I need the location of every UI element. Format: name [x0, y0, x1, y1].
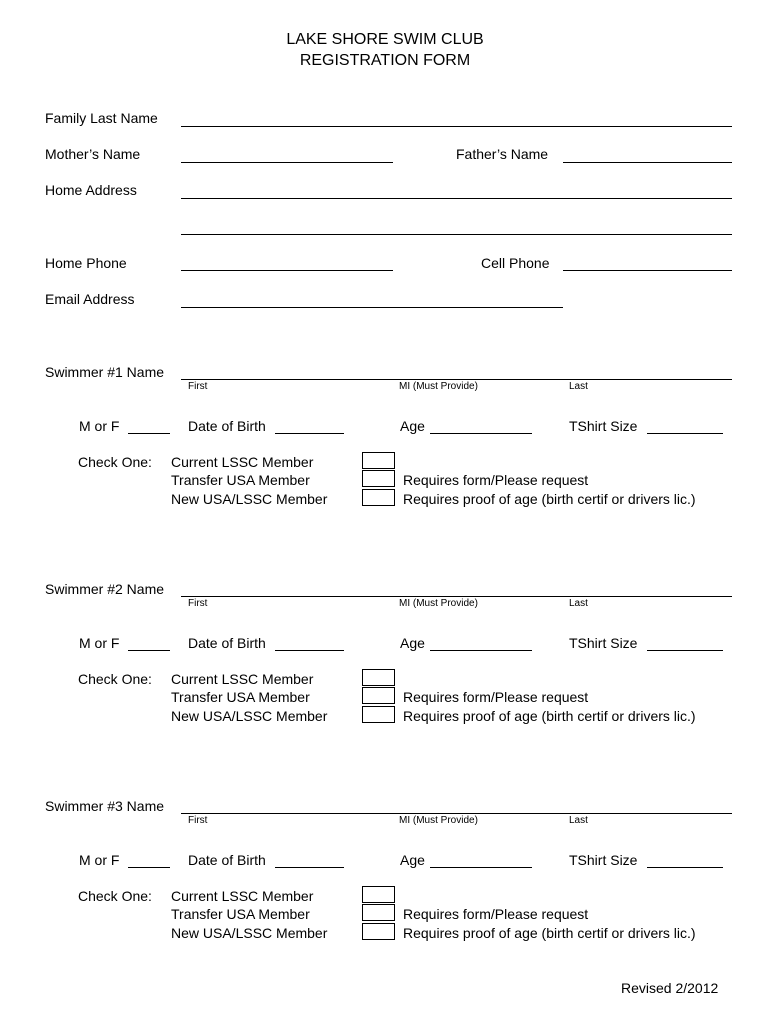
checkbox-new[interactable]: [362, 923, 395, 940]
checkbox-current[interactable]: [362, 669, 395, 686]
sex-field[interactable]: [128, 867, 170, 868]
option-new-label: New USA/LSSC Member: [171, 708, 328, 724]
dob-label: Date of Birth: [188, 418, 266, 434]
age-label: Age: [400, 635, 425, 651]
swimmer-name-label: Swimmer #3 Name: [45, 798, 165, 814]
home-address-label: Home Address: [45, 182, 137, 198]
dob-field[interactable]: [275, 433, 344, 434]
family-last-name-field[interactable]: [181, 126, 732, 127]
form-title-line2: REGISTRATION FORM: [299, 52, 471, 69]
tshirt-field[interactable]: [647, 433, 723, 434]
swimmer-name-field[interactable]: [181, 379, 732, 380]
sex-label: M or F: [79, 635, 120, 651]
option-current-label: Current LSSC Member: [171, 671, 314, 687]
cell-phone-label: Cell Phone: [481, 255, 550, 271]
age-label: Age: [400, 418, 425, 434]
swimmer-name-label: Swimmer #1 Name: [45, 364, 165, 380]
new-member-note: Requires proof of age (birth certif or drivers lic.): [403, 925, 696, 941]
checkbox-new[interactable]: [362, 489, 395, 506]
sex-label: M or F: [79, 852, 120, 868]
dob-field[interactable]: [275, 650, 344, 651]
first-caption: First: [188, 815, 208, 826]
father-name-field[interactable]: [563, 162, 732, 163]
father-name-label: Father’s Name: [456, 146, 549, 162]
form-title-line1: LAKE SHORE SWIM CLUB: [286, 31, 484, 48]
new-member-note: Requires proof of age (birth certif or drivers lic.): [403, 708, 696, 724]
home-phone-label: Home Phone: [45, 255, 127, 271]
last-caption: Last: [569, 598, 588, 609]
dob-label: Date of Birth: [188, 635, 266, 651]
age-field[interactable]: [430, 650, 532, 651]
transfer-note: Requires form/Please request: [403, 472, 589, 488]
check-one-label: Check One:: [78, 671, 152, 687]
checkbox-current[interactable]: [362, 452, 395, 469]
age-label: Age: [400, 852, 425, 868]
mother-name-label: Mother’s Name: [45, 146, 141, 162]
last-caption: Last: [569, 381, 588, 392]
transfer-note: Requires form/Please request: [403, 906, 589, 922]
option-new-label: New USA/LSSC Member: [171, 925, 328, 941]
tshirt-label: TShirt Size: [569, 635, 638, 651]
transfer-note: Requires form/Please request: [403, 689, 589, 705]
tshirt-label: TShirt Size: [569, 418, 638, 434]
option-transfer-label: Transfer USA Member: [171, 906, 310, 922]
dob-label: Date of Birth: [188, 852, 266, 868]
checkbox-transfer[interactable]: [362, 687, 395, 704]
mi-caption: MI (Must Provide): [399, 381, 478, 392]
check-one-label: Check One:: [78, 454, 152, 470]
email-address-field[interactable]: [181, 307, 563, 308]
checkbox-transfer[interactable]: [362, 904, 395, 921]
last-caption: Last: [569, 815, 588, 826]
sex-field[interactable]: [128, 650, 170, 651]
home-address-field-line2[interactable]: [181, 234, 732, 235]
check-one-label: Check One:: [78, 888, 152, 904]
option-transfer-label: Transfer USA Member: [171, 689, 310, 705]
swimmer-name-field[interactable]: [181, 813, 732, 814]
tshirt-field[interactable]: [647, 867, 723, 868]
mother-name-field[interactable]: [181, 162, 393, 163]
first-caption: First: [188, 381, 208, 392]
revised-date: Revised 2/2012: [621, 980, 719, 996]
home-address-field-line1[interactable]: [181, 198, 732, 199]
checkbox-current[interactable]: [362, 886, 395, 903]
new-member-note: Requires proof of age (birth certif or drivers lic.): [403, 491, 696, 507]
swimmer-name-label: Swimmer #2 Name: [45, 581, 165, 597]
age-field[interactable]: [430, 867, 532, 868]
mi-caption: MI (Must Provide): [399, 815, 478, 826]
option-new-label: New USA/LSSC Member: [171, 491, 328, 507]
sex-label: M or F: [79, 418, 120, 434]
option-current-label: Current LSSC Member: [171, 888, 314, 904]
email-address-label: Email Address: [45, 291, 135, 307]
first-caption: First: [188, 598, 208, 609]
sex-field[interactable]: [128, 433, 170, 434]
family-last-name-label: Family Last Name: [45, 110, 158, 126]
home-phone-field[interactable]: [181, 270, 393, 271]
cell-phone-field[interactable]: [563, 270, 732, 271]
option-current-label: Current LSSC Member: [171, 454, 314, 470]
checkbox-transfer[interactable]: [362, 470, 395, 487]
mi-caption: MI (Must Provide): [399, 598, 478, 609]
age-field[interactable]: [430, 433, 532, 434]
tshirt-field[interactable]: [647, 650, 723, 651]
dob-field[interactable]: [275, 867, 344, 868]
tshirt-label: TShirt Size: [569, 852, 638, 868]
checkbox-new[interactable]: [362, 706, 395, 723]
option-transfer-label: Transfer USA Member: [171, 472, 310, 488]
swimmer-name-field[interactable]: [181, 596, 732, 597]
